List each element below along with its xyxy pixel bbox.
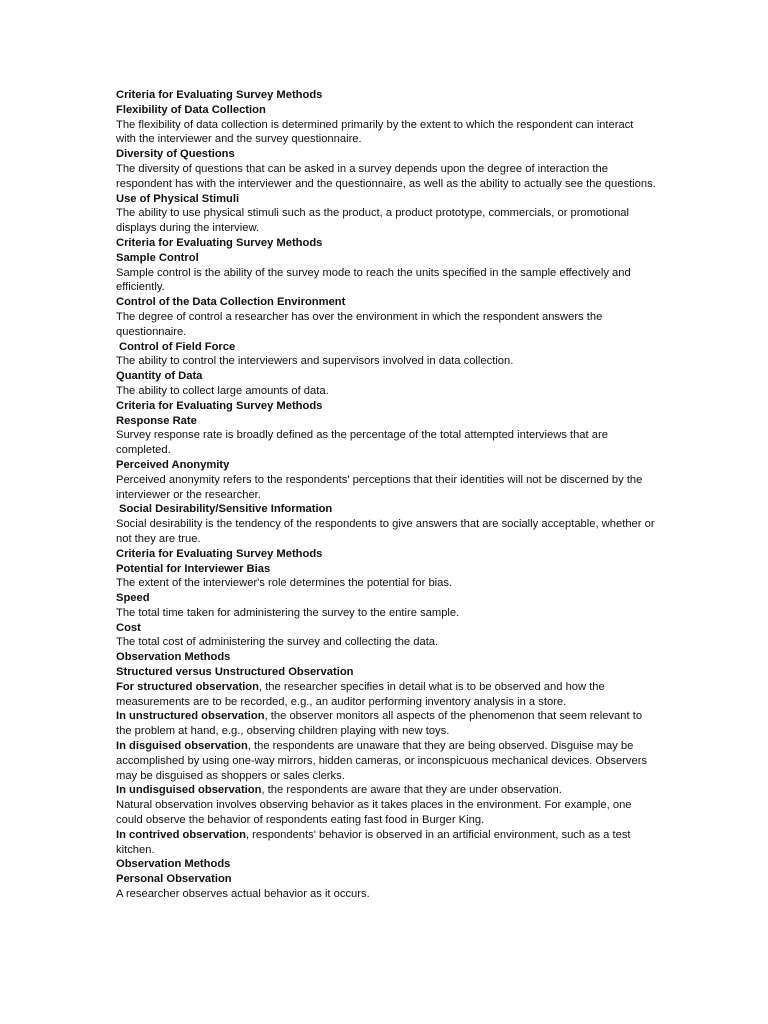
section-heading: Cost [116, 621, 141, 634]
bold-lead: In contrived observation [116, 828, 246, 841]
paragraph: The total cost of administering the survey and collecting the data. [116, 636, 439, 649]
section-heading: Personal Observation [116, 873, 232, 886]
paragraph: Social desirability is the tendency of the respondents to give answers that are socially acceptable, whether or not they are true. [116, 518, 655, 545]
paragraph-text: , the respondents are unaware that they are being observed. Disguise may be accomplished by using one-way mirrors, hidden cameras, or inconspicuous mechanical devices. Observers may be disguised as shoppers or sales clerks. [116, 740, 648, 782]
section-heading: Control of the Data Collection Environment [116, 296, 346, 309]
paragraph [116, 709, 656, 739]
paragraph: A researcher observes actual behavior as it occurs. [116, 888, 370, 901]
paragraph: The total time taken for administering the survey to the entire sample. [116, 606, 460, 619]
section-heading: Potential for Interviewer Bias [116, 562, 271, 575]
paragraph-text: , the researcher specifies in detail what is to be observed and how the measurements are to be recorded, e.g., an auditor performing inventory analysis in a store. [116, 680, 605, 708]
bold-lead: In undisguised observation [116, 784, 262, 797]
section-heading: Structured versus Unstructured Observation [116, 666, 354, 679]
paragraph [116, 783, 656, 798]
paragraph: Perceived anonymity refers to the respondents' perceptions that their identities will not be discerned by the interviewer or the researcher. [116, 473, 643, 501]
paragraph: Survey response rate is broadly defined as the percentage of the total attempted interviews that are completed. [116, 429, 608, 457]
bold-lead: In disguised observation [116, 740, 248, 753]
section-heading: Diversity of Questions [116, 148, 235, 161]
paragraph: The ability to control the interviewers and supervisors involved in data collection. [116, 355, 514, 368]
section-heading: Flexibility of Data Collection [116, 103, 266, 116]
bold-lead: For structured observation [116, 680, 259, 693]
section-heading: Sample Control [116, 251, 199, 264]
paragraph-text: , the respondents are aware that they are under observation. [261, 784, 562, 797]
paragraph: Sample control is the ability of the survey mode to reach the units specified in the sample effectively and efficiently. [116, 266, 631, 294]
section-heading: Criteria for Evaluating Survey Methods [116, 547, 323, 560]
paragraph-text: , respondents' behavior is observed in an artificial environment, such as a test kitchen. [116, 828, 631, 856]
paragraph [116, 680, 656, 710]
section-heading: Quantity of Data [116, 370, 203, 383]
paragraph: The flexibility of data collection is determined primarily by the extent to which the respondent can interact with the interviewer and the survey questionnaire. [116, 118, 634, 146]
section-heading: Control of Field Force [119, 340, 236, 353]
paragraph: The ability to collect large amounts of data. [116, 384, 329, 397]
section-heading: Social Desirability/Sensitive Information [119, 503, 333, 516]
section-heading: Criteria for Evaluating Survey Methods [116, 399, 323, 412]
section-heading: Criteria for Evaluating Survey Methods [116, 236, 323, 249]
bold-lead: In unstructured observation [116, 710, 265, 723]
paragraph: The diversity of questions that can be asked in a survey depends upon the degree of interaction the respondent has with the interviewer and the questionnaire, as well as the ability to actually see the questions. [116, 162, 656, 190]
section-heading: Response Rate [116, 414, 197, 427]
paragraph: The degree of control a researcher has over the environment in which the respondent answers the questionnaire. [116, 310, 603, 338]
section-heading: Observation Methods [116, 651, 231, 664]
paragraph [116, 739, 656, 783]
section-heading: Criteria for Evaluating Survey Methods [116, 89, 323, 101]
section-heading: Use of Physical Stimuli [116, 192, 240, 205]
section-heading: Observation Methods [116, 858, 231, 871]
paragraph [116, 828, 656, 858]
section-heading: Speed [116, 592, 150, 605]
document-body [116, 88, 656, 902]
section-heading: Perceived Anonymity [116, 458, 230, 471]
paragraph-text: , the observer monitors all aspects of the phenomenon that seem relevant to the problem at hand, e.g., observing children playing with new toys. [116, 710, 643, 738]
paragraph: Natural observation involves observing behavior as it takes places in the environment. For example, one could observe the behavior of respondents eating fast food in Burger King. [116, 799, 632, 827]
paragraph: The extent of the interviewer's role determines the potential for bias. [116, 577, 453, 590]
paragraph: The ability to use physical stimuli such as the product, a product prototype, commercials, or promotional displays during the interview. [116, 207, 629, 235]
